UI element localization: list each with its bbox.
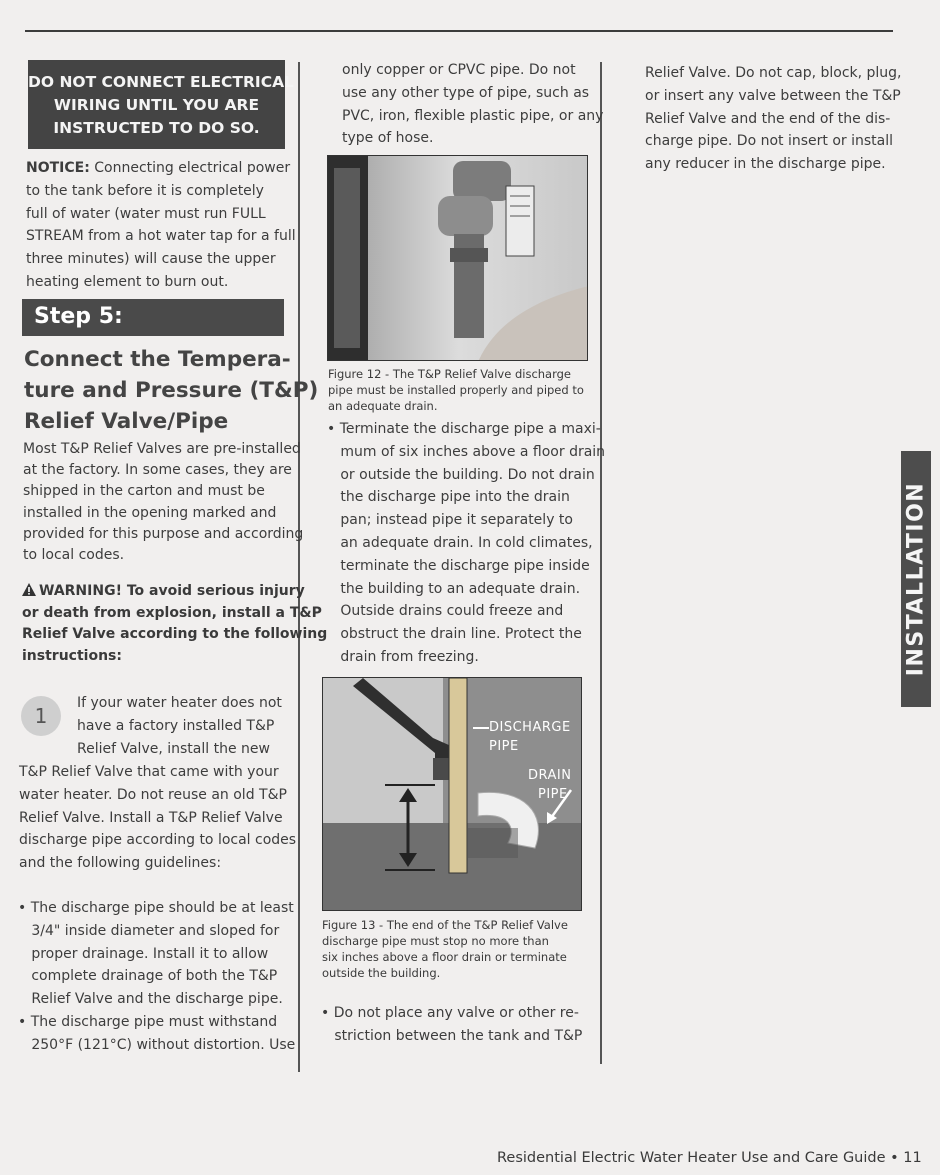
- bullet-line: complete drainage of both the T&P: [18, 968, 278, 985]
- side-tab-label: INSTALLATION: [903, 481, 929, 677]
- instruction-line: Relief Valve, install the new: [77, 740, 270, 757]
- figure-12-caption: [328, 366, 584, 414]
- bullet-line: striction between the tank and T&P: [321, 1027, 583, 1044]
- bullet-line: the discharge pipe into the drain: [327, 489, 570, 506]
- bullet-line: Relief Valve and the discharge pipe.: [18, 991, 283, 1008]
- bullet-line: the building to an adequate drain.: [327, 580, 581, 597]
- bullet-line: an adequate drain. In cold climates,: [327, 534, 593, 551]
- instruction-1-indented: [77, 692, 282, 760]
- notice-line: full of water (water must run FULL: [26, 205, 266, 222]
- section-heading: [24, 344, 318, 437]
- bullet-line: pan; instead pipe it separately to: [327, 512, 573, 529]
- instruction-line: and the following guidelines:: [19, 855, 222, 872]
- instruction-line: T&P Relief Valve that came with your: [19, 764, 279, 780]
- figure-13-caption: [322, 917, 568, 981]
- label-line: DRAIN: [528, 768, 572, 783]
- explosion-warning: [22, 581, 327, 667]
- body-line: only copper or CPVC pipe. Do not: [342, 62, 576, 78]
- intro-line: shipped in the carton and must be: [23, 483, 265, 500]
- col2-top-paragraph: [342, 59, 603, 150]
- notice-paragraph: [26, 157, 296, 294]
- body-line: PVC, iron, flexible plastic pipe, or any: [342, 107, 604, 124]
- bullet-line: • Terminate the discharge pipe a maxi-: [327, 421, 601, 437]
- page-footer: Residential Electric Water Heater Use and Care Guide • 11: [497, 1150, 922, 1166]
- intro-line: to local codes.: [23, 547, 125, 564]
- instruction-line: If your water heater does not: [77, 695, 282, 711]
- step-label: Step 5:: [22, 299, 284, 336]
- body-line: any reducer in the discharge pipe.: [645, 156, 886, 173]
- instruction-line: water heater. Do not reuse an old T&P: [19, 786, 287, 803]
- bullet-line: • The discharge pipe must withstand: [18, 1013, 278, 1030]
- bullet-line: terminate the discharge pipe inside: [327, 557, 590, 574]
- bullet-line: drain from freezing.: [327, 648, 479, 665]
- notice-line: to the tank before it is completely: [26, 182, 264, 199]
- bullet-line: Outside drains could freeze and: [327, 603, 564, 620]
- heading-line: Connect the Tempera-: [24, 347, 291, 372]
- electrical-warning-box: [28, 60, 294, 149]
- label-line: PIPE: [489, 739, 519, 754]
- caption-line: outside the building.: [322, 966, 441, 980]
- label-line: DISCHARGE: [489, 720, 571, 735]
- body-line: use any other type of pipe, such as: [342, 84, 590, 101]
- step-number-badge: 1: [21, 696, 61, 736]
- discharge-pipe-label: [489, 718, 571, 756]
- warning-box-line: INSTRUCTED TO DO SO.: [53, 119, 260, 137]
- col2-bullet-1: [327, 418, 605, 669]
- bullet-line: 250°F (121°C) without distortion. Use: [18, 1036, 296, 1053]
- column-divider-1: [298, 62, 300, 1072]
- installation-side-tab: [901, 451, 931, 707]
- bullet-line: proper drainage. Install it to allow: [18, 945, 269, 962]
- intro-line: Most T&P Relief Valves are pre-installed: [23, 441, 301, 457]
- bullet-line: • Do not place any valve or other re-: [321, 1005, 579, 1021]
- intro-paragraph: [23, 439, 303, 566]
- notice-line: Connecting electrical power: [89, 160, 291, 176]
- bullet-line: 3/4" inside diameter and sloped for: [18, 922, 280, 939]
- caption-line: pipe must be installed properly and piped to: [328, 383, 584, 397]
- heading-line: ture and Pressure (T&P): [24, 378, 319, 403]
- warning-line: Relief Valve according to the following: [22, 626, 328, 642]
- instruction-line: discharge pipe according to local codes: [19, 832, 297, 849]
- instruction-line: Relief Valve. Install a T&P Relief Valve: [19, 809, 283, 826]
- intro-line: installed in the opening marked and: [23, 504, 277, 521]
- bullet-line: or outside the building. Do not drain: [327, 466, 595, 483]
- caption-line: six inches above a floor drain or terminate: [322, 950, 567, 964]
- caption-line: an adequate drain.: [328, 399, 438, 413]
- drain-pipe-label: [528, 766, 571, 804]
- notice-line: heating element to burn out.: [26, 273, 229, 290]
- col1-bullets: [18, 897, 295, 1057]
- caption-line: Figure 12 - The T&P Relief Valve discharge: [328, 367, 572, 381]
- notice-label: NOTICE:: [26, 160, 90, 176]
- warning-line: instructions:: [22, 647, 122, 664]
- warning-triangle-icon: [22, 583, 36, 596]
- notice-line: STREAM from a hot water tap for a full: [26, 228, 296, 245]
- notice-line: three minutes) will cause the upper: [26, 251, 276, 268]
- caption-line: discharge pipe must stop no more than: [322, 934, 549, 948]
- warning-box-line: DO NOT CONNECT ELECTRICAL: [28, 73, 294, 91]
- caption-line: Figure 13 - The end of the T&P Relief Valve: [322, 918, 568, 932]
- intro-line: at the factory. In some cases, they are: [23, 462, 292, 479]
- bullet-line: • The discharge pipe should be at least: [18, 900, 294, 916]
- body-line: or insert any valve between the T&P: [645, 87, 901, 104]
- bullet-line: mum of six inches above a floor drain: [327, 443, 606, 460]
- warning-line: WARNING! To avoid serious injury: [39, 583, 305, 599]
- body-line: Relief Valve and the end of the dis-: [645, 110, 891, 127]
- bullet-line: obstruct the drain line. Protect the: [327, 626, 582, 643]
- body-line: type of hose.: [342, 130, 434, 147]
- instruction-1-body: [19, 761, 296, 875]
- col2-bullet-2: [321, 1002, 582, 1048]
- warning-line: or death from explosion, install a T&P: [22, 604, 322, 621]
- figure-12-photo: [327, 155, 588, 361]
- body-line: Relief Valve. Do not cap, block, plug,: [645, 65, 902, 81]
- label-line: PIPE: [538, 787, 568, 802]
- intro-line: provided for this purpose and according: [23, 525, 304, 542]
- warning-box-line: WIRING UNTIL YOU ARE: [53, 96, 260, 114]
- heading-line: Relief Valve/Pipe: [24, 409, 229, 434]
- figure-13-photo: [322, 677, 582, 911]
- top-rule: [25, 30, 893, 32]
- instruction-line: have a factory installed T&P: [77, 717, 275, 734]
- relief-valve-illustration: [328, 156, 588, 361]
- body-line: charge pipe. Do not insert or install: [645, 133, 894, 150]
- col3-paragraph: [645, 62, 902, 176]
